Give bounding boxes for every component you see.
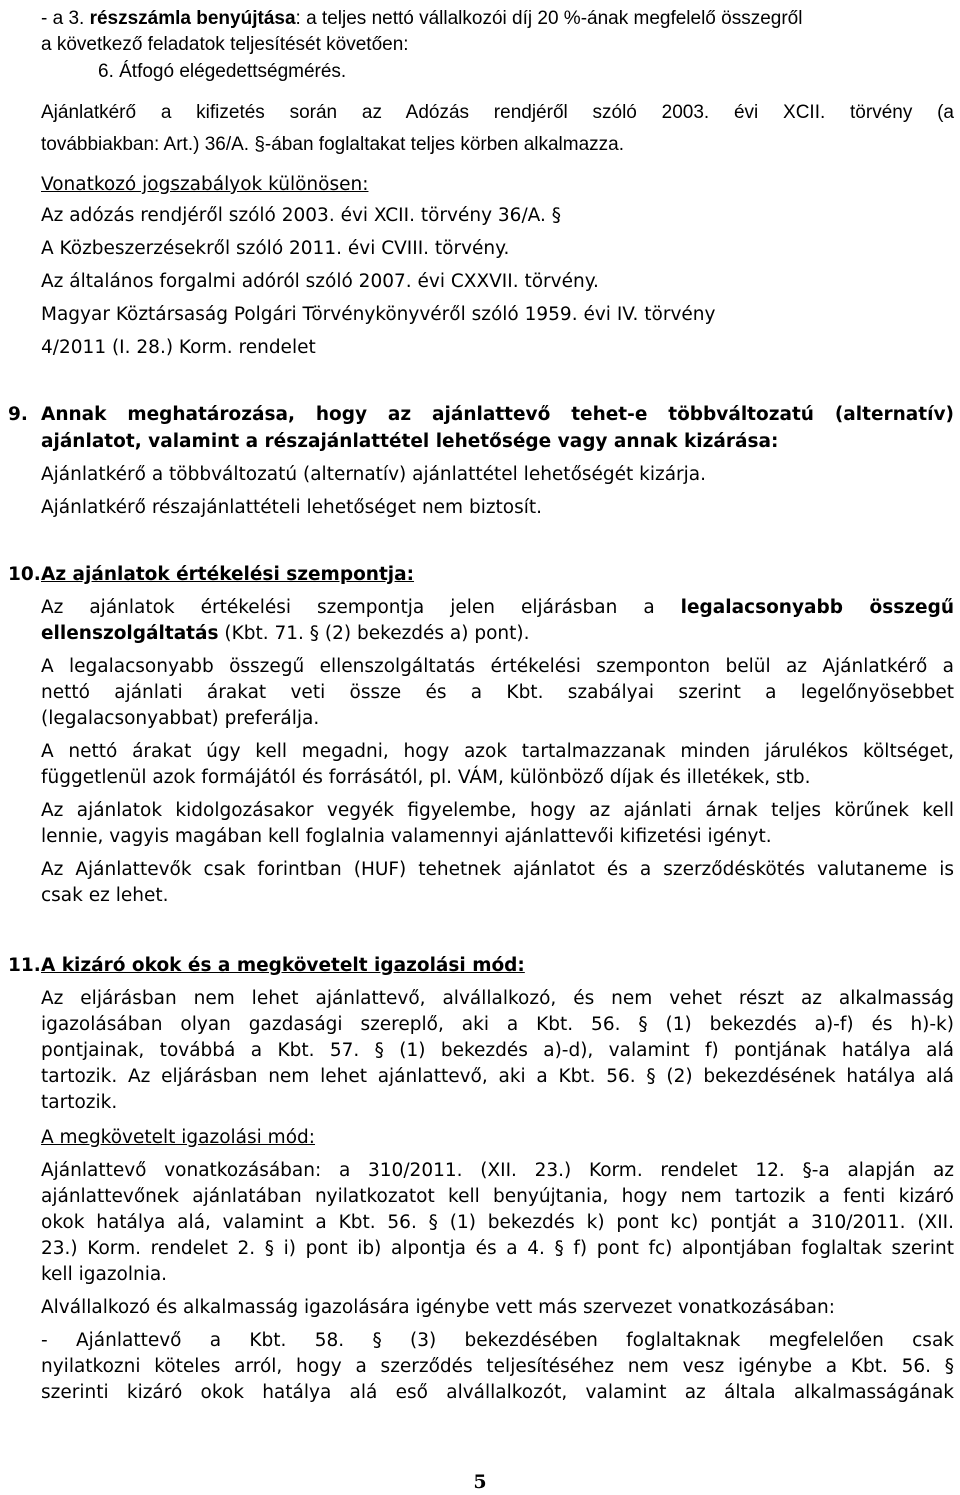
section-11-p1-line-4: tartozik. Az eljárásban nem lehet ajánlattevő, aki a Kbt. 56. § (2) bekezdésének hatálya alá [41,1066,954,1087]
laws-heading: Vonatkozó jogszabályok különösen: [41,174,369,195]
payment-line-2: a következő feladatok teljesítését követően: [41,34,409,55]
payment-task-item: 6. Átfogó elégedettségmérés. [98,61,347,82]
section-11-p2-line-2: ajánlattevőnek ajánlatában nyilatkozatot kell benyújtania, hogy nem tartozik a fenti kizáró [41,1186,954,1207]
section-11-p1-line-5: tartozik. [41,1092,118,1113]
section-10-p1-line-1: Az ajánlatok értékelési szempontja jelen eljárásban a legalacsonyabb összegű [41,597,955,618]
section-10-p5-line-2: csak ez lehet. [41,885,169,906]
section-11-p1-line-2: igazolásában olyan gazdasági szereplő, aki a Kbt. 56. § (1) bekezdés a)-f) és h)-k) [41,1014,954,1035]
section-10-p2-line-2: nettó ajánlati árakat veti össze és a Kbt. szabályai szerint a legelőnyösebbet [41,682,954,703]
section-11-title: A kizáró okok és a megkövetelt igazolási mód: [41,955,525,976]
law-item: A Közbeszerzésekről szóló 2011. évi CVIII. törvény. [41,238,510,259]
section-9-number: 9. [8,404,28,425]
payment-line-1: - a 3. részszámla benyújtása: a teljes nettó vállalkozói díj 20 %-ának megfelelő összegről [41,8,803,29]
section-10-p2-line-3: (legalacsonyabbat) preferálja. [41,708,320,729]
section-9-paragraph: Ajánlatkérő a többváltozatú (alternatív) ajánlattétel lehetőségét kizárja. [41,464,707,485]
law-item: Magyar Köztársaság Polgári Törvénykönyvéről szóló 1959. évi IV. törvény [41,304,716,325]
section-11-p4-line-1: - Ajánlattevő a Kbt. 58. § (3) bekezdésében foglaltaknak megfelelően csak [41,1330,954,1351]
section-10-p3-line-2: függetlenül azok formájától és forrásától, pl. VÁM, különböző díjak és illetékek, stb. [41,767,811,788]
section-11-p2-line-3: okok hatálya alá, valamint a Kbt. 56. § (1) bekezdés k) pont kc) pontját a 310/2011. (XII. [41,1212,954,1233]
section-9-paragraph: Ajánlatkérő részajánlattételi lehetőséget nem biztosít. [41,497,543,518]
art-paragraph-line-2: továbbiakban: Art.) 36/A. §-ában foglaltakat teljes körben alkalmazza. [41,134,625,155]
section-10-title: Az ajánlatok értékelési szempontja: [41,564,415,585]
law-item: Az adózás rendjéről szóló 2003. évi XCII. törvény 36/A. § [41,205,562,226]
section-9-title-line-2: ajánlatot, valamint a részajánlattétel lehetősége vagy annak kizárása: [41,431,779,452]
criterion-bold: ellenszolgáltatás [41,623,219,644]
section-10-p3-line-1: A nettó árakat úgy kell megadni, hogy azok tartalmazzanak minden járulékos költséget, [41,741,954,762]
art-paragraph-line-1: Ajánlatkérő a kifizetés során az Adózás rendjéről szóló 2003. évi XCII. törvény (a [41,102,954,123]
section-11-p2-line-1: Ajánlattevő vonatkozásában: a 310/2011. (XII. 23.) Korm. rendelet 12. §-a alapján az [41,1160,954,1181]
section-11-p2-line-4: 23.) Korm. rendelet 2. § i) pont ib) alpontja és a 4. § f) pont fc) alpontjában foglaltak szerint [41,1238,954,1259]
section-10-p5-line-1: Az Ajánlattevők csak forintban (HUF) tehetnek ajánlatot és a szerződéskötés valutaneme is [41,859,954,880]
section-11-p4-line-2: nyilatkozni köteles arról, hogy a szerződés teljesítéséhez nem vesz igénybe a Kbt. 56. § [41,1356,954,1377]
section-11-p2-line-5: kell igazolnia. [41,1264,168,1285]
section-11-number: 11. [8,955,41,976]
section-10-p4-line-2: lennie, vagyis magában kell foglalnia valamennyi ajánlattevői kifizetési igényt. [41,826,772,847]
section-10-p4-line-1: Az ajánlatok kidolgozásakor vegyék figyelembe, hogy az ajánlati árnak teljes körűnek kell [41,800,954,821]
section-11-p4-line-3: szerinti kizáró okok hatálya alá eső alvállalkozót, valamint az általa alkalmasságának [41,1382,954,1403]
law-item: 4/2011 (I. 28.) Korm. rendelet [41,337,316,358]
section-10-number: 10. [8,564,41,585]
section-11-p3: Alvállalkozó és alkalmasság igazolására igénybe vett más szervezet vonatkozásában: [41,1297,835,1318]
payment-bold-term: részszámla benyújtása [89,8,296,29]
section-9-title-line-1: Annak meghatározása, hogy az ajánlattevő tehet-e többváltozatú (alternatív) [41,404,954,425]
criterion-bold: legalacsonyabb összegű [680,597,955,618]
section-10-p2-line-1: A legalacsonyabb összegű ellenszolgáltatás értékelési szemponton belül az Ajánlatkérő a [41,656,954,677]
section-11-p1-line-1: Az eljárásban nem lehet ajánlattevő, alvállalkozó, és nem vehet részt az alkalmasság [41,988,954,1009]
verification-heading: A megkövetelt igazolási mód: [41,1127,315,1148]
page-number: 5 [473,1471,487,1493]
law-item: Az általános forgalmi adóról szóló 2007. évi CXXVII. törvény. [41,271,599,292]
section-11-p1-line-3: pontjainak, továbbá a Kbt. 57. § (1) bekezdés a)-d), valamint f) pontjának hatálya alá [41,1040,954,1061]
section-10-p1-line-2: ellenszolgáltatás (Kbt. 71. § (2) bekezdés a) pont). [41,623,530,644]
